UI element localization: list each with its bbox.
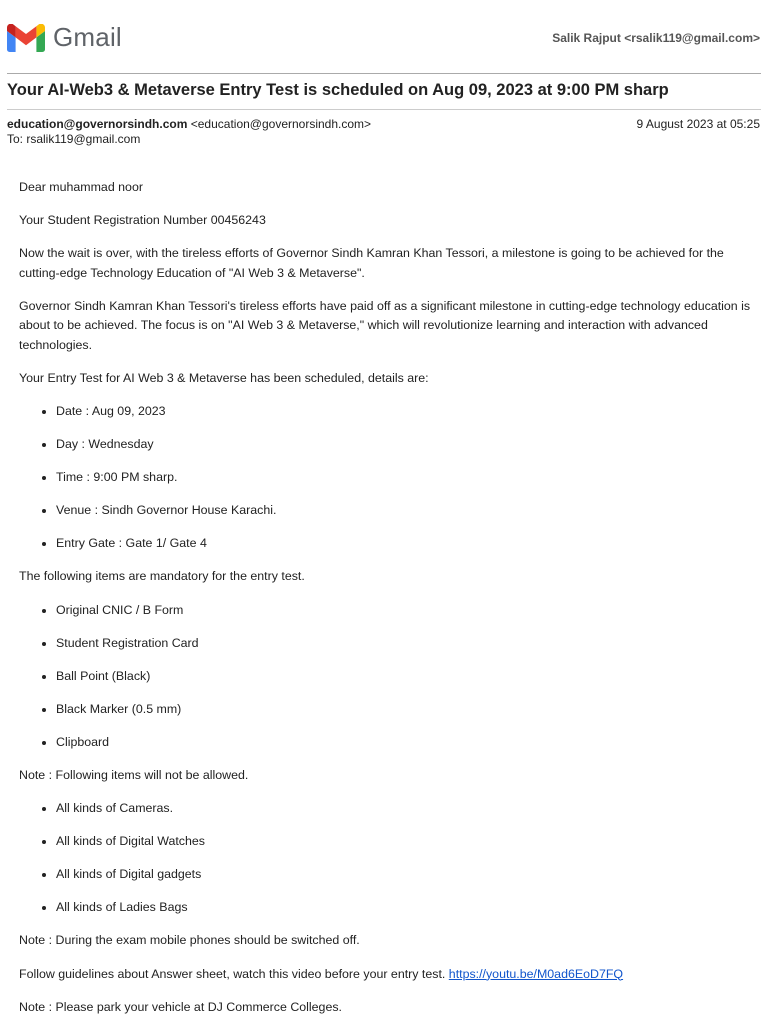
intro-paragraph: Now the wait is over, with the tireless efforts of Governor Sindh Kamran Khan Tessori, a milestone is going to be achieved for the cutting-edge Technology Education of "AI Web 3 & Metaverse". bbox=[19, 246, 724, 280]
video-guideline-text: Follow guidelines about Answer sheet, watch this video before your entry test. bbox=[19, 966, 446, 981]
list-item: • Day : Wednesday bbox=[56, 435, 754, 455]
list-item: • All kinds of Digital gadgets bbox=[56, 865, 754, 885]
sender-name[interactable]: education@governorsindh.com bbox=[7, 117, 188, 131]
phones-note: Note : During the exam mobile phones should be switched off. bbox=[19, 933, 360, 948]
mandatory-items-list bbox=[19, 601, 754, 753]
list-item: • Entry Gate : Gate 1/ Gate 4 bbox=[56, 534, 754, 554]
recipient-line: To: rsalik119@gmail.com bbox=[7, 132, 141, 146]
test-details-list bbox=[19, 402, 754, 554]
sender-address: <education@governorsindh.com> bbox=[190, 117, 372, 131]
email-body bbox=[19, 178, 754, 1031]
not-allowed-intro: Note : Following items will not be allowed. bbox=[19, 768, 249, 782]
list-item: • Venue : Sindh Governor House Karachi. bbox=[56, 501, 754, 521]
gmail-wordmark: Gmail bbox=[53, 22, 122, 52]
registration-number: Your Student Registration Number 00456243 bbox=[19, 213, 266, 228]
list-item: • Time : 9:00 PM sharp. bbox=[56, 468, 754, 488]
sender-line bbox=[7, 117, 371, 131]
gmail-header bbox=[0, 0, 768, 76]
details-intro: Your Entry Test for AI Web 3 & Metaverse has been scheduled, details are: bbox=[19, 370, 429, 385]
list-item: • Date : Aug 09, 2023 bbox=[56, 402, 754, 422]
account-identity: Salik Rajput <rsalik119@gmail.com> bbox=[552, 31, 760, 45]
email-date: 9 August 2023 at 05:25 bbox=[636, 117, 760, 131]
not-allowed-list bbox=[19, 799, 754, 918]
video-guideline bbox=[19, 965, 754, 985]
list-item: • All kinds of Digital Watches bbox=[56, 832, 754, 852]
mandatory-intro: The following items are mandatory for the entry test. bbox=[19, 569, 305, 584]
list-item: • All kinds of Ladies Bags bbox=[56, 898, 754, 918]
list-item: • Black Marker (0.5 mm) bbox=[56, 700, 754, 720]
list-item: • All kinds of Cameras. bbox=[56, 799, 754, 819]
video-link[interactable]: https://youtu.be/M0ad6EoD7FQ bbox=[448, 966, 624, 981]
parking-note: Note : Please park your vehicle at DJ Commerce Colleges. bbox=[19, 999, 342, 1014]
subject-divider bbox=[7, 109, 761, 110]
milestone-paragraph: Governor Sindh Kamran Khan Tessori's tireless efforts have paid off as a significant milestone in cutting-edge technology education is about to be achieved. The focus is on "AI Web 3 & Metaverse," which will revolutionize learning and interaction with advanced technologies. bbox=[19, 298, 751, 352]
header-divider bbox=[7, 73, 761, 74]
gmail-m-logo-icon[interactable] bbox=[7, 24, 45, 52]
list-item: • Ball Point (Black) bbox=[56, 667, 754, 687]
list-item: • Clipboard bbox=[56, 733, 754, 753]
email-subject: Your AI-Web3 & Metaverse Entry Test is scheduled on Aug 09, 2023 at 9:00 PM sharp bbox=[7, 81, 669, 99]
list-item: • Original CNIC / B Form bbox=[56, 601, 754, 621]
list-item: • Student Registration Card bbox=[56, 634, 754, 654]
greeting: Dear muhammad noor bbox=[19, 180, 143, 194]
